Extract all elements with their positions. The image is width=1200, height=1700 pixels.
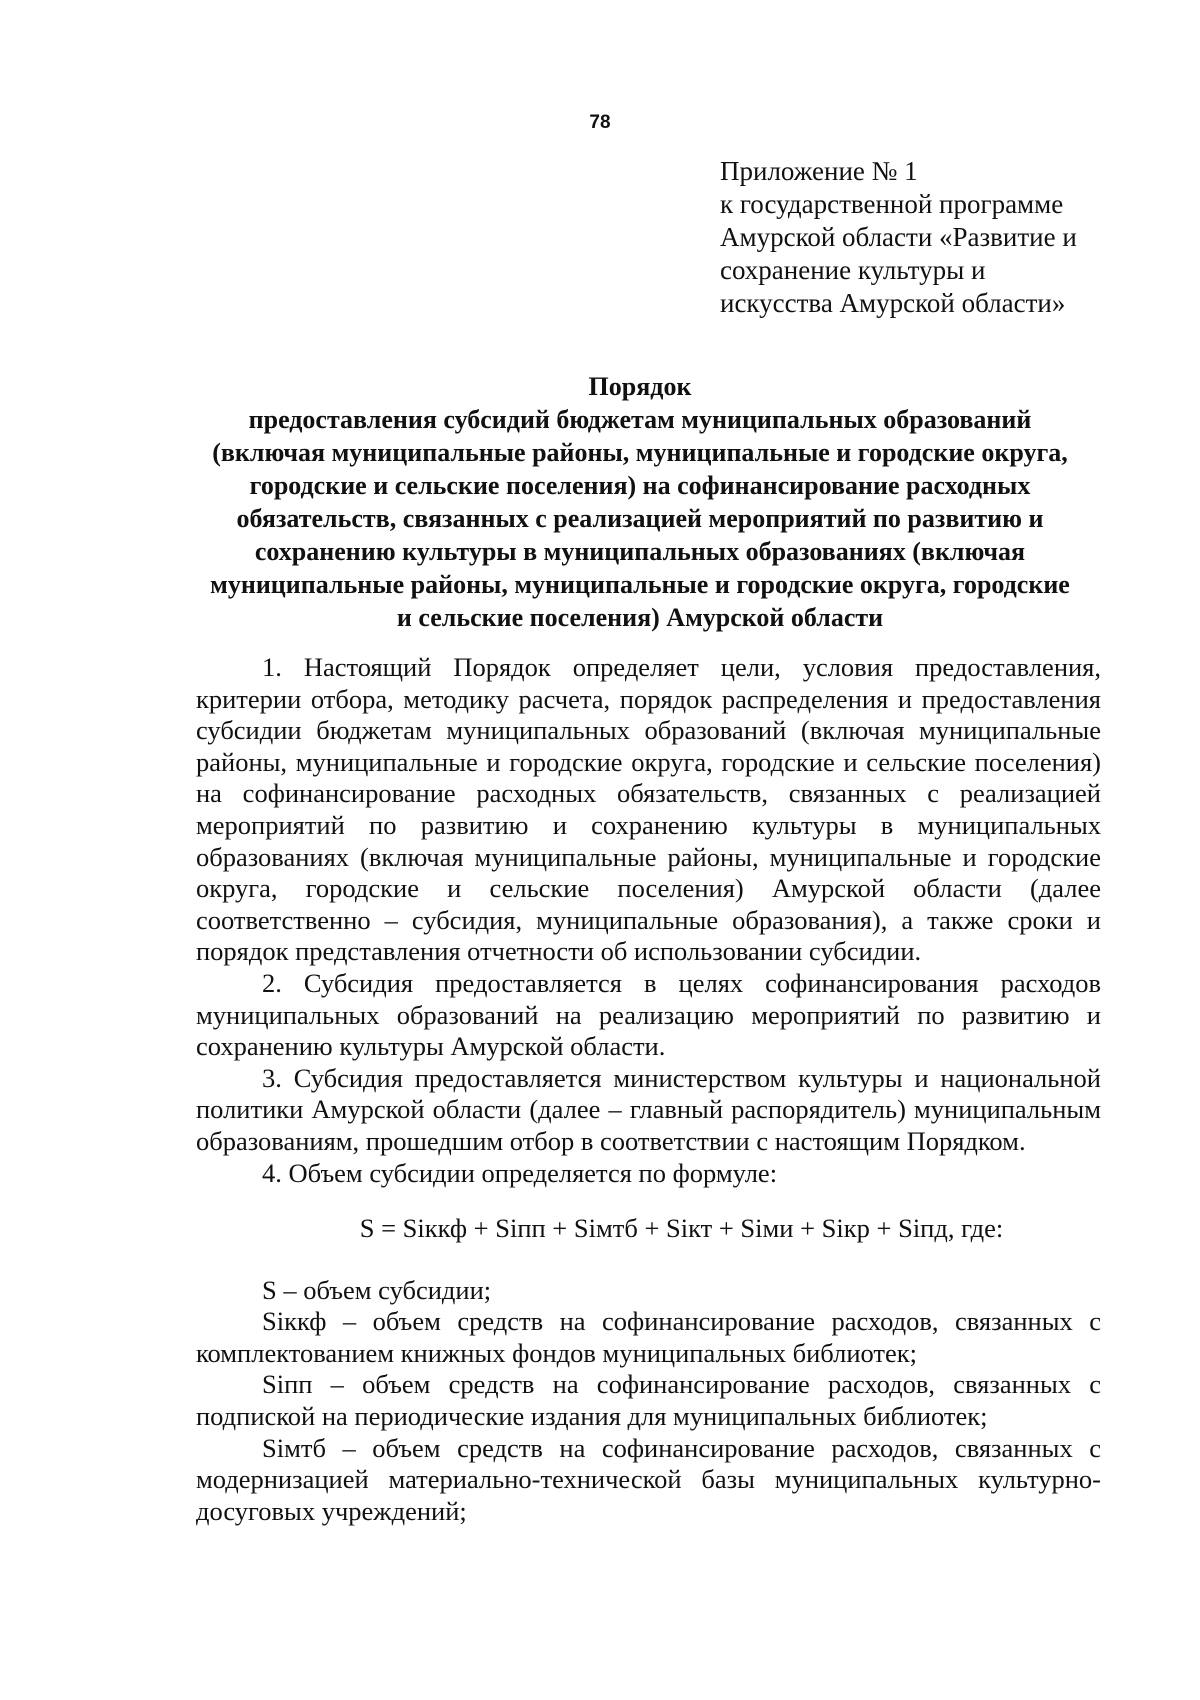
appendix-line: Приложение № 1 xyxy=(720,156,918,186)
paragraph-4: 4. Объем субсидии определяется по формуле: xyxy=(262,1157,778,1188)
title-line: предоставления субсидий бюджетам муниципальных образований xyxy=(248,405,1032,434)
subsidy-formula: S = Siккф + Siпп + Siмтб + Siкт + Siми + Siкр + Siпд, где: xyxy=(359,1213,1004,1244)
document-title xyxy=(180,370,1100,634)
definition-s: S – объем субсидии; xyxy=(262,1274,492,1305)
title-heading: Порядок xyxy=(588,372,692,401)
appendix-line: к государственной программе xyxy=(720,189,1064,219)
appendix-line: Амурской области «Развитие и xyxy=(720,222,1077,252)
title-line: муниципальные районы, муниципальные и городские округа, городские xyxy=(210,570,1070,599)
page-number: 78 xyxy=(589,112,611,133)
appendix-line: искусства Амурской области» xyxy=(720,288,1066,318)
title-line: и сельские поселения) Амурской области xyxy=(396,603,884,632)
title-line: сохранению культуры в муниципальных образованиях (включая xyxy=(254,537,1026,566)
definition-sipp: Siпп – объем средств на софинансирование расходов, связанных с подпиской на периодические издания для муниципальных библиотек; xyxy=(196,1369,1101,1432)
title-line: (включая муниципальные районы, муниципальные и городские округа, xyxy=(212,438,1068,467)
appendix-line: сохранение культуры и xyxy=(720,255,986,285)
document-body xyxy=(196,652,1101,1527)
paragraph-1: 1. Настоящий Порядок определяет цели, условия предоставления, критерии отбора, методику расчета, порядок распределения и предоставления субсидии бюджетам муниципальных образований (включая муниципальные районы, муниципальные и городские округа, городские и сельские поселения) на софинансирование расходных обязательств, связанных с реализацией мероприятий по развитию и сохранению культуры в муниципальных образованиях (включая муниципальные районы, муниципальные и городские округа, городские и сельские поселения) Амурской области (далее соответственно – субсидия, муниципальные образования), а также сроки и порядок представления отчетности об использовании субсидии. xyxy=(196,652,1101,967)
appendix-reference xyxy=(720,155,1140,320)
definition-sikkf: Siккф – объем средств на софинансирование расходов, связанных с комплектованием книжных фондов муниципальных библиотек; xyxy=(196,1306,1101,1368)
title-line: городские и сельские поселения) на софинансирование расходных xyxy=(249,471,1031,500)
paragraph-2: 2. Субсидия предоставляется в целях софинансирования расходов муниципальных образований на реализацию мероприятий по развитию и сохранению культуры Амурской области. xyxy=(196,967,1101,1062)
paragraph-3: 3. Субсидия предоставляется министерством культуры и национальной политики Амурской области (далее – главный распорядитель) муниципальным образованиям, прошедшим отбор в соответствии с настоящим Порядком. xyxy=(196,1062,1101,1156)
definition-simtb: Siмтб – объем средств на софинансирование расходов, связанных с модернизацией материально-технической базы муниципальных культурно-досуговых учреждений; xyxy=(196,1432,1101,1526)
title-line: обязательств, связанных с реализацией мероприятий по развитию и xyxy=(236,504,1044,533)
